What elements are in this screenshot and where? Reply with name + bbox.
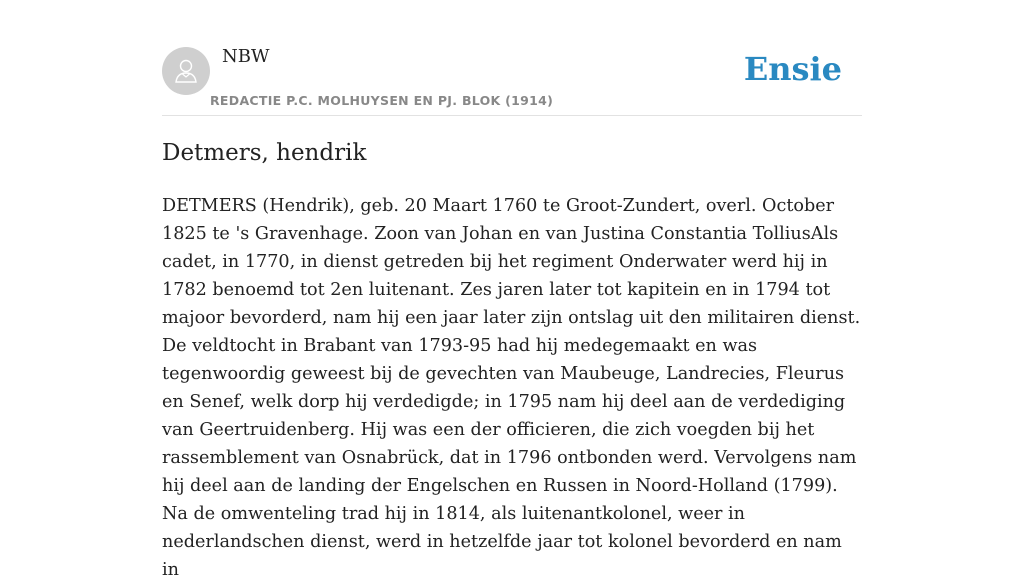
ensie-logo[interactable]: Ensie (743, 50, 842, 88)
article-body: DETMERS (Hendrik), geb. 20 Maart 1760 te Groot-Zundert, overl. October 1825 te 's Gravenhage. Zoon van Johan en van Justina Constantia TolliusAls cadet, in 1770, in dienst getreden bij het regiment Onderwater werd hij in 1782 benoemd tot 2en luitenant. Zes jaren later tot kapitein en in 1794 tot majoor bevorderd, nam hij een jaar later zijn ontslag uit den militairen dienst. De veldtocht in Brabant van 1793-95 had hij medegemaakt en was tegenwoordig geweest bij de gevechten van Maubeuge, Landrecies, Fleurus en Senef, welk dorp hij verdedigde; in 1795 nam hij deel aan de verdediging van Geertruidenberg. Hij was een der officieren, die zich voegden bij het rassemblement van Osnabrück, dat in 1796 ontbonden werd. Vervolgens nam hij deel aan de landing der Engelschen en Russen in Noord-Holland (1799). Na de omwenteling trad hij in 1814, als luitenantkolonel, weer in nederlandschen dienst, werd in hetzelfde jaar tot kolonel bevorderd en nam in (162, 196, 861, 580)
user-icon (171, 56, 201, 86)
source-name[interactable]: NBW (222, 46, 270, 67)
article-title: Detmers, hendrik (162, 140, 367, 166)
source-subtitle: REDACTIE P.C. MOLHUYSEN EN PJ. BLOK (1914) (210, 93, 554, 108)
header-divider (162, 115, 862, 116)
avatar[interactable] (162, 47, 210, 95)
